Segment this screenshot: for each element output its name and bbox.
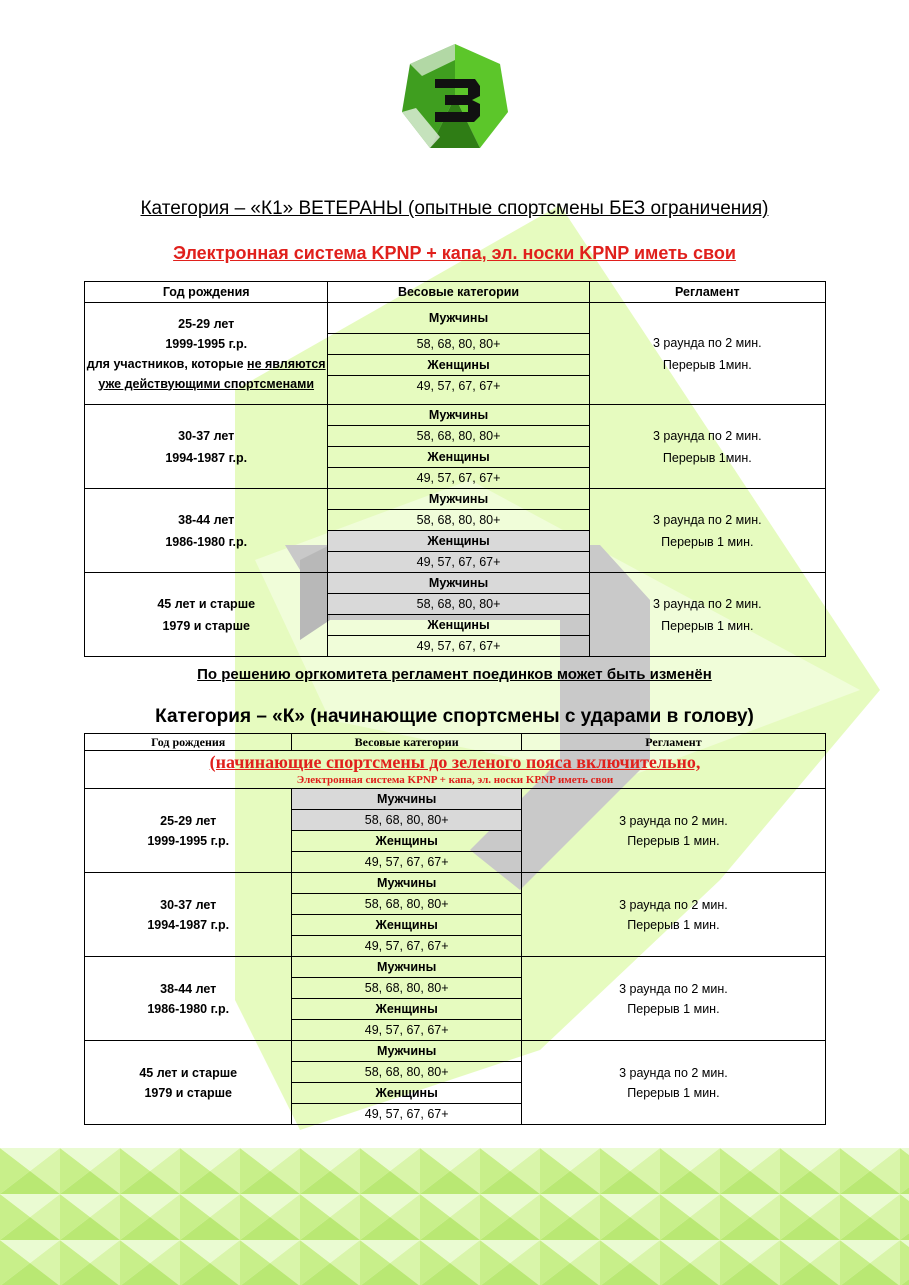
men-label: Мужчины [292,873,521,894]
age-range: 30-37 лет [178,428,235,443]
age-cell [85,573,328,657]
men-label: Мужчины [328,405,589,426]
age-cell [85,1041,292,1125]
men-label: Мужчины [292,789,521,810]
women-weights: 49, 57, 67, 67+ [328,636,589,657]
break: Перерыв 1мин. [662,450,752,465]
women-weights: 49, 57, 67, 67+ [328,376,589,405]
women-weights: 49, 57, 67, 67+ [292,852,521,873]
col-header-birth-year: Год рождения [85,282,328,303]
regulation-cell [589,489,825,573]
break: Перерыв 1мин. [662,357,752,372]
heading-k-beginners: Категория – «К» (начинающие спортсмены с ударами в голову) [155,706,754,727]
birth-years: 1979 и старше [144,1085,232,1100]
women-weights: 49, 57, 67, 67+ [292,1020,521,1041]
break: Перерыв 1 мин. [627,1085,720,1100]
break: Перерыв 1 мин. [627,917,720,932]
heading-k1-veterans: Категория – «К1» ВЕТЕРАНЫ (опытные спортсмены БЕЗ ограничения) [140,198,769,219]
beginners-red-note [85,751,826,789]
age-range: 30-37 лет [160,897,217,912]
men-label: Мужчины [328,489,589,510]
men-weights: 58, 68, 80, 80+ [292,978,521,999]
men-weights: 58, 68, 80, 80+ [328,426,589,447]
red-note-line1: (начинающие спортсмены до зеленого пояса включительно, [209,752,701,772]
men-weights: 58, 68, 80, 80+ [292,894,521,915]
rounds: 3 раунда по 2 мин. [619,981,728,996]
women-weights: 49, 57, 67, 67+ [328,552,589,573]
birth-years: 1986-1980 г.р. [165,534,248,549]
col-header-regulation: Регламент [589,282,825,303]
organizer-note: По решению оргкомитета регламент поединков может быть изменён [197,666,712,683]
participant-note: для участников, которые [86,356,248,371]
men-weights: 58, 68, 80, 80+ [292,810,521,831]
birth-years: 1986-1980 г.р. [147,1001,230,1016]
birth-years: 1979 и старше [162,618,250,633]
regulation-cell [521,789,825,873]
age-range: 38-44 лет [178,512,235,527]
age-cell [85,873,292,957]
men-weights: 58, 68, 80, 80+ [328,510,589,531]
regulation-cell [589,303,825,405]
women-label: Женщины [292,831,521,852]
break: Перерыв 1 мин. [661,534,754,549]
birth-years: 1994-1987 г.р. [165,450,248,465]
women-label: Женщины [328,531,589,552]
regulation-cell [521,1041,825,1125]
rounds: 3 раунда по 2 мин. [653,596,762,611]
k-beginners-table [84,733,826,1125]
heading-equipment-note: Электронная система KPNP + капа, эл. носки KPNP иметь свои [173,243,736,263]
men-weights: 58, 68, 80, 80+ [292,1062,521,1083]
regulation-cell [521,873,825,957]
birth-years: 1994-1987 г.р. [147,917,230,932]
rounds: 3 раунда по 2 мин. [619,813,728,828]
red-note-line2: Электронная система KPNP + капа, эл. носки KPNP иметь свои [296,774,614,786]
birth-years: 1999-1995 г.р. [147,833,230,848]
women-label: Женщины [292,999,521,1020]
regulation-cell [521,957,825,1041]
men-label: Мужчины [328,303,589,334]
age-cell [85,489,328,573]
age-cell [85,405,328,489]
women-weights: 49, 57, 67, 67+ [292,1104,521,1125]
age-range: 45 лет и старше [139,1065,238,1080]
age-range: 38-44 лет [160,981,217,996]
col-header-weight: Весовые категории [328,282,589,303]
age-range: 25-29 лет [160,813,217,828]
break: Перерыв 1 мин. [627,1001,720,1016]
birth-years: 1999-1995 г.р. [165,336,248,351]
men-weights: 58, 68, 80, 80+ [328,334,589,355]
women-label: Женщины [328,447,589,468]
rounds: 3 раунда по 2 мин. [653,512,762,527]
age-range: 45 лет и старше [157,596,256,611]
col-header-weight: Весовые категории [292,734,521,751]
women-weights: 49, 57, 67, 67+ [328,468,589,489]
col-header-regulation: Регламент [521,734,825,751]
k1-veterans-table [84,281,826,657]
women-label: Женщины [328,615,589,636]
regulation-cell [589,573,825,657]
men-label: Мужчины [328,573,589,594]
age-range: 25-29 лет [178,316,235,331]
age-cell [85,303,328,405]
men-label: Мужчины [292,1041,521,1062]
col-header-birth-year: Год рождения [85,734,292,751]
women-label: Женщины [328,355,589,376]
rounds: 3 раунда по 2 мин. [619,1065,728,1080]
age-cell [85,957,292,1041]
women-label: Женщины [292,1083,521,1104]
rounds: 3 раунда по 2 мин. [653,335,762,350]
women-weights: 49, 57, 67, 67+ [292,936,521,957]
break: Перерыв 1 мин. [627,833,720,848]
rounds: 3 раунда по 2 мин. [619,897,728,912]
men-label: Мужчины [292,957,521,978]
age-cell [85,789,292,873]
men-weights: 58, 68, 80, 80+ [328,594,589,615]
regulation-cell [589,405,825,489]
break: Перерыв 1 мин. [661,618,754,633]
women-label: Женщины [292,915,521,936]
brand-hexagon-logo-icon [400,42,510,152]
participant-note-underlined: не являются уже действующими спортсменами [98,356,326,391]
rounds: 3 раунда по 2 мин. [653,428,762,443]
